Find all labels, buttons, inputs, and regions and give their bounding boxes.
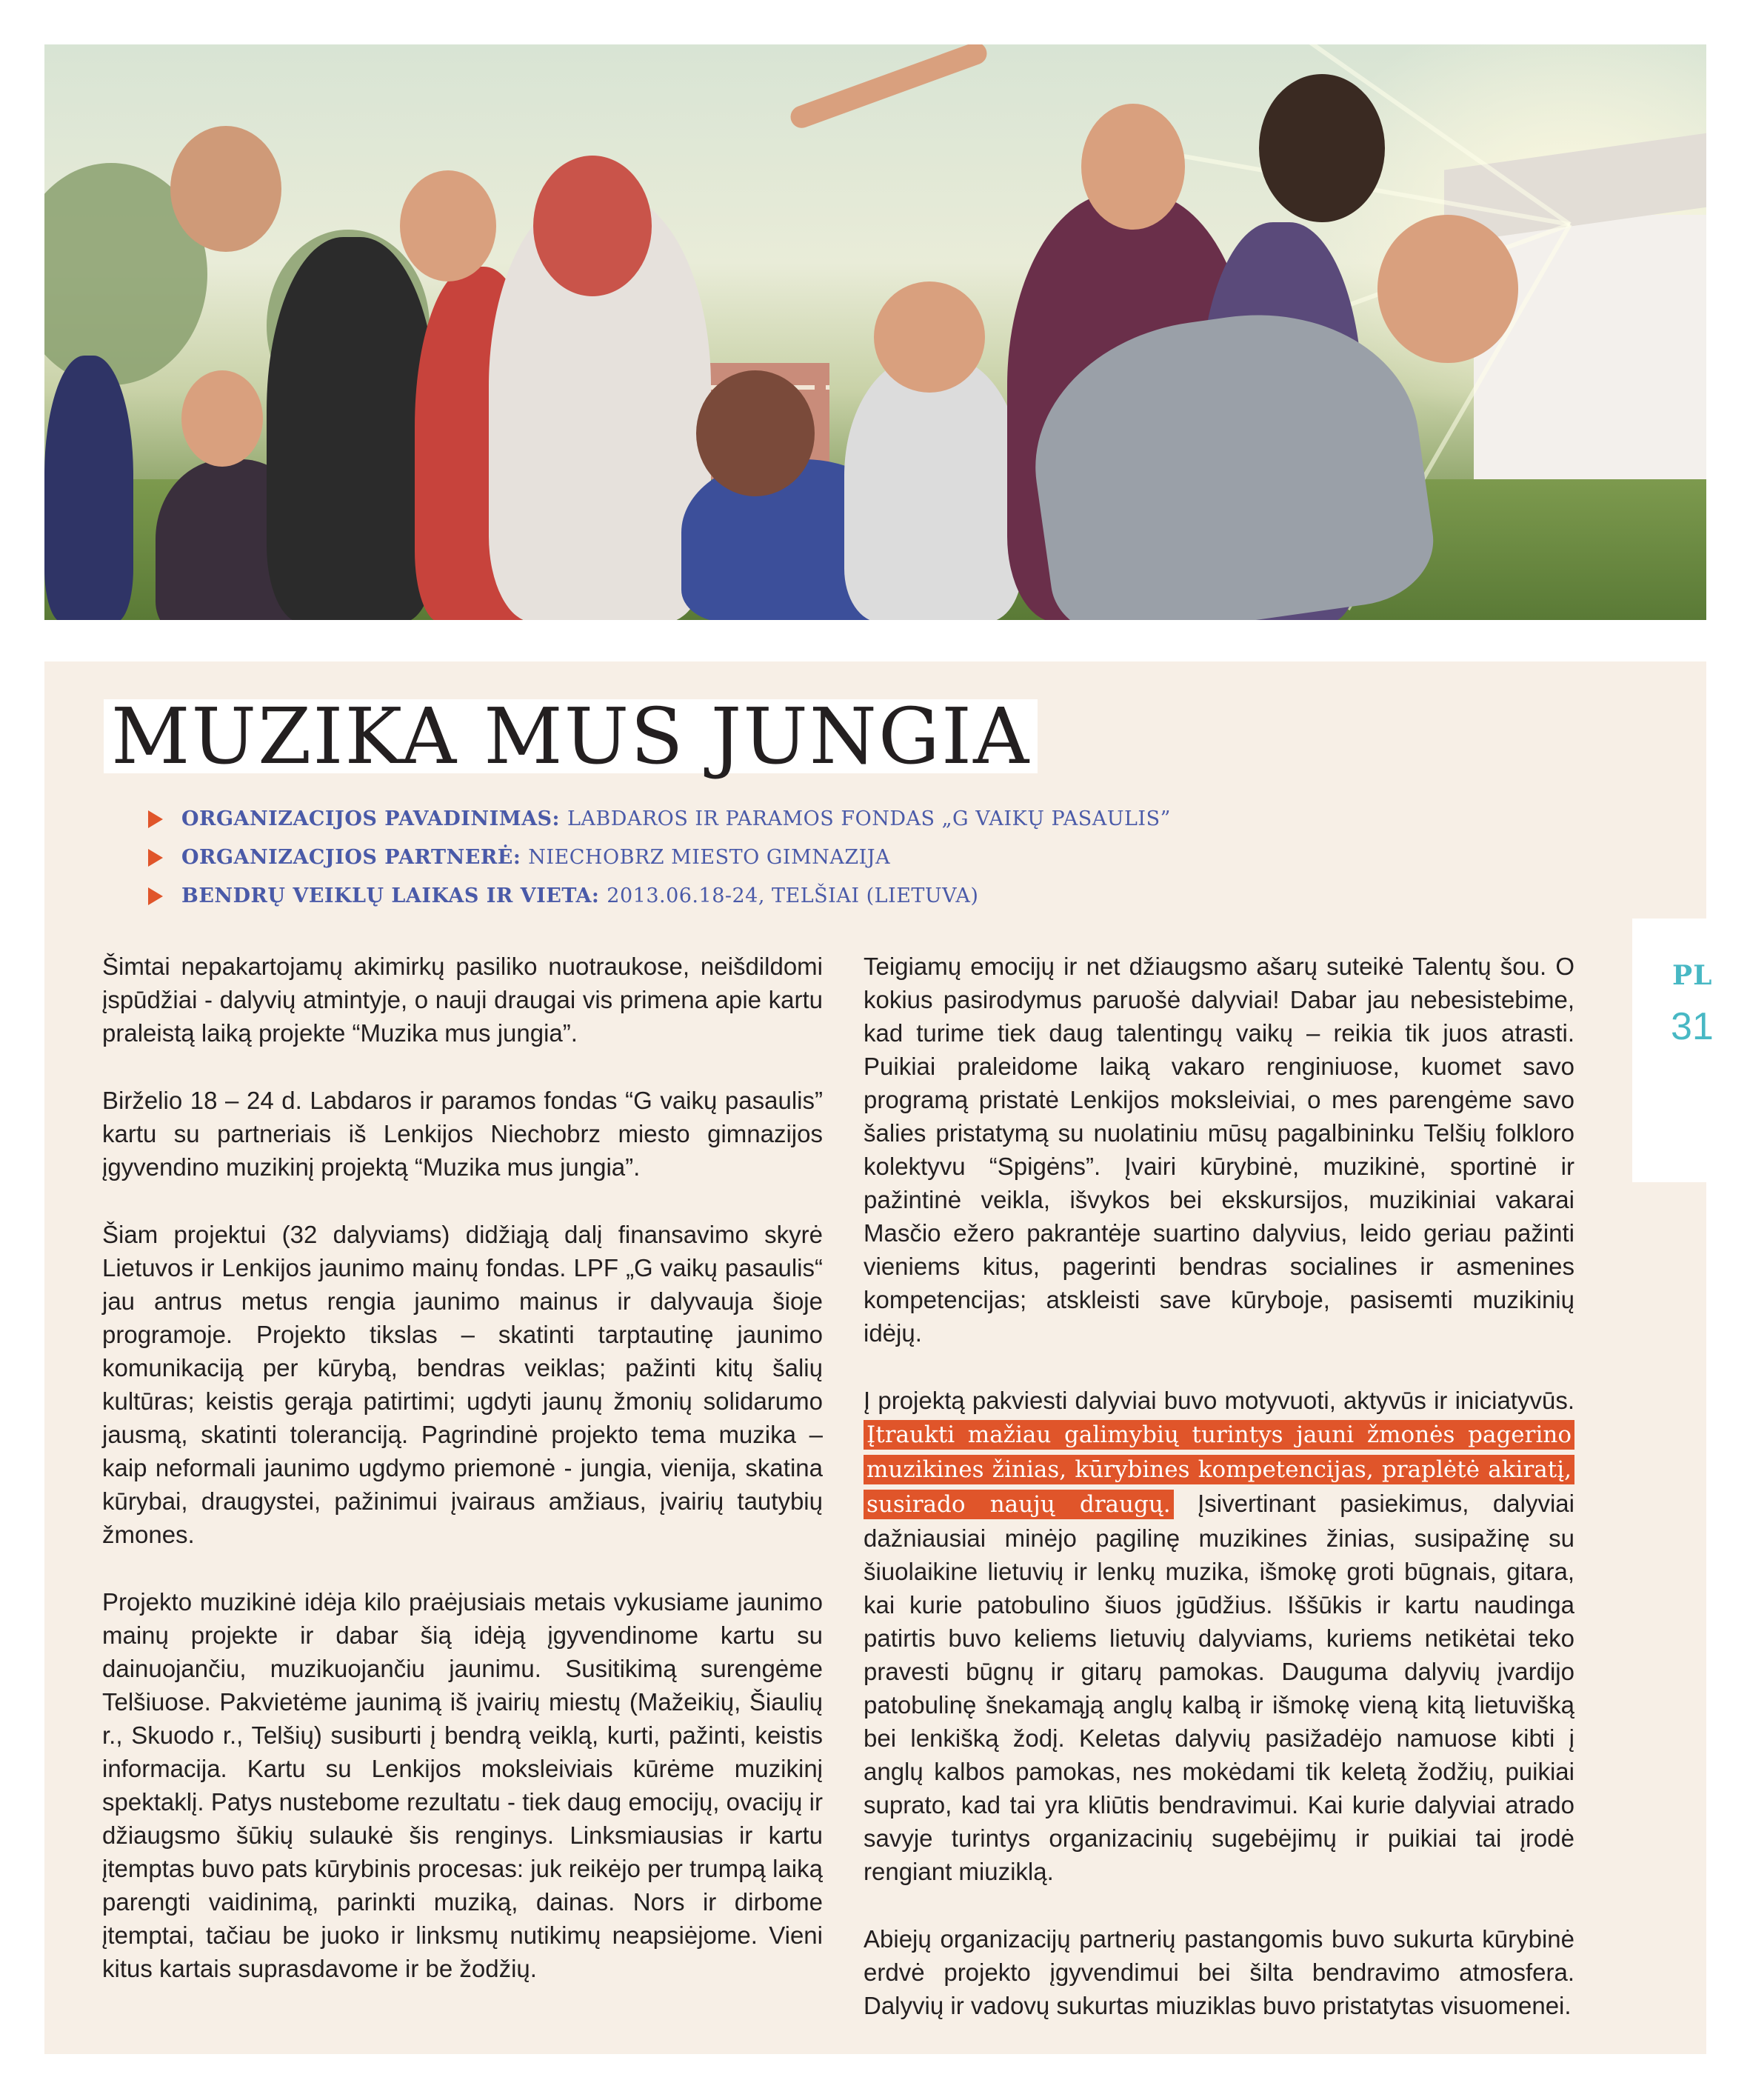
project-meta — [148, 800, 1407, 916]
left-column — [102, 950, 823, 2019]
meta-partner — [148, 839, 1407, 877]
body-paragraph: Teigiamų emocijų ir net džiaugsmo ašarų suteikė Talentų šou. O kokius pasirodymus paruošė dalyviai! Dabar jau nebesistebime, kad turime tiek daug talentingų vaikų – reikia tik juos atrasti. Puikiai praleidome laiką vakaro renginiuose, kuomet savo programą pristatė Lenkijos moksleiviai, o mes parengėme savo šalies pristatymą su nuolatiniu mūsų pagalbininku Telšių folkloro kolektyvu “Spigėns”. Įvairi kūrybinė, muzikinė, sportinė ir pažintinė veikla, išvykos bei ekskursijos, muzikiniai vakarai Masčio ežero pakrantėje suartino dalyvius, leido geriau pažinti vieniems kitus, pagerinti bendras socialines ir asmenines kompetencijas; atskleisti save kūryboje, pasisemti muzikinių idėjų. — [864, 953, 1574, 1347]
article-title: MUZIKA MUS JUNGIA — [111, 691, 1031, 781]
arrow-bullet-icon — [148, 849, 163, 867]
body-paragraph: Šiam projektui (32 dalyviams) didžiąją dalį finansavimo skyrė Lietuvos ir Lenkijos jaunimo mainų fondas. LPF „G vaikų pasaulis“ jau antrus metus rengia jaunimo mainus ir dalyvauja šioje programoje. Projekto tikslas – skatinti tarptautinę jaunimo komunikaciją per kūrybą, bendras veiklas; pažinti kitų šalių kultūras; keistis gerąja patirtimi; ugdyti jaunų žmonių solidarumo jausmą, skatinti toleranciją. Pagrindinė projekto tema muzika – kaip neformali jaunimo ugdymo priemonė - jungia, vienija, skatina kūrybai, draugystei, pažinimui įvairaus amžiaus, įvairių tautybių žmones. — [102, 1221, 823, 1548]
arrow-bullet-icon — [148, 810, 163, 828]
body-paragraph: Šimtai nepakartojamų akimirkų pasiliko nuotraukose, neišdildomi įspūdžiai - dalyvių atmintyje, o nauji draugai vis primena apie kartu praleistą laiką projekte “Muzika mus jungia”. — [102, 953, 823, 1047]
meta-organization — [148, 800, 1407, 839]
page-tab — [1632, 919, 1750, 1182]
arrow-bullet-icon — [148, 887, 163, 905]
page-number: 31 — [1671, 1005, 1714, 1048]
header-photo — [44, 44, 1706, 620]
meta-label: ORGANIZACJIOS PARTNERĖ: — [181, 846, 521, 869]
body-paragraph: Abiejų organizacijų partnerių pastangomis buvo sukurta kūrybinė erdvė projekto įgyvendimui bei šilta bendravimo atmosfera. Dalyvių ir vadovų sukurtas miuziklas buvo pristatytas visuomenei. — [864, 1925, 1574, 2019]
language-code: PL — [1672, 960, 1713, 991]
right-column — [864, 950, 1574, 2056]
meta-value: NIECHOBRZ MIESTO GIMNAZIJA — [528, 846, 891, 869]
body-text: Įsivertinant pasiekimus, dalyviai dažniausiai minėjo pagilinę muzikines žinias, susipažinę su šiuolaikine lietuvių ir lenkų muzika, išmokę groti būgnais, gitara, kai kurie patobulino šiuos įgūdžius. Iššūkis ir kartu naudinga patirtis buvo keliems lietuvių dalyviams, kuriems netikėtai teko pravesti būgnų ir gitarų pamokas. Dauguma dalyvių įvardijo patobulinę šnekamąją anglų kalbą ir išmokę vieną kitą lietuvišką bei lenkišką žodį. Keletas dalyvių pasižadėjo namuose kibti į anglų kalbos pamokas, nes mokėdami tik keletą žodžių, puikiai suprato, kad tai yra kliūtis bendravimui. Kai kurie dalyviai atrado savyje turintys organizacinių sugebėjimų ir puikiai tai įrodė rengiant miuziklą. — [864, 1490, 1574, 1885]
meta-label: ORGANIZACIJOS PAVADINIMAS: — [181, 807, 561, 830]
meta-value: LABDAROS IR PARAMOS FONDAS „G VAIKŲ PASAULIS” — [567, 807, 1171, 830]
highlighted-quote: Įtraukti mažiau galimybių turintys jauni žmonės pagerino muzikines žinias, kūrybines kompetencijas, praplėtė akiratį, susirado naujų draugų. — [864, 1420, 1574, 1519]
article-title-box — [104, 691, 1038, 781]
body-paragraph: Birželio 18 – 24 d. Labdaros ir paramos fondas “G vaikų pasaulis” kartu su partneriais iš Lenkijos Niechobrz miesto gimnazijos įgyvendino muzikinį projektą “Muzika mus jungia”. — [102, 1087, 823, 1181]
meta-label: BENDRŲ VEIKLŲ LAIKAS IR VIETA: — [181, 884, 600, 907]
body-paragraph-with-highlight — [864, 1384, 1574, 1888]
body-text: Į projektą pakviesti dalyviai buvo motyvuoti, aktyvūs ir iniciatyvūs. — [864, 1387, 1574, 1414]
meta-value: 2013.06.18-24, TELŠIAI (LIETUVA) — [607, 884, 979, 907]
meta-time-place — [148, 877, 1407, 916]
body-paragraph: Projekto muzikinė idėja kilo praėjusiais metais vykusiame jaunimo mainų projekte ir dabar šią idėją įgyvendinome kartu su dainuojančiu, muzikuojančiu jaunimu. Susitikimą surengėme Telšiuose. Pakvietėme jaunimą iš įvairių miestų (Mažeikių, Šiaulių r., Skuodo r., Telšių) susiburti į bendrą veiklą, kurti, pažinti, keistis informacija. Kartu su Lenkijos moksleiviais kūrėme muzikinį spektaklį. Patys nustebome rezultatu - tiek daug emocijų, ovacijų ir džiaugsmo šūkių sulaukė šis renginys. Linksmiausias ir kartu įtemptas buvo pats kūrybinis procesas: juk reikėjo per trumpą laiką parengti vaidinimą, parinkti muziką, dainas. Nors ir dirbome įtemptai, tačiau be juoko ir linksmų nutikimų neapsiėjome. Vieni kitus kartais suprasdavome ir be žodžių. — [102, 1588, 823, 1982]
